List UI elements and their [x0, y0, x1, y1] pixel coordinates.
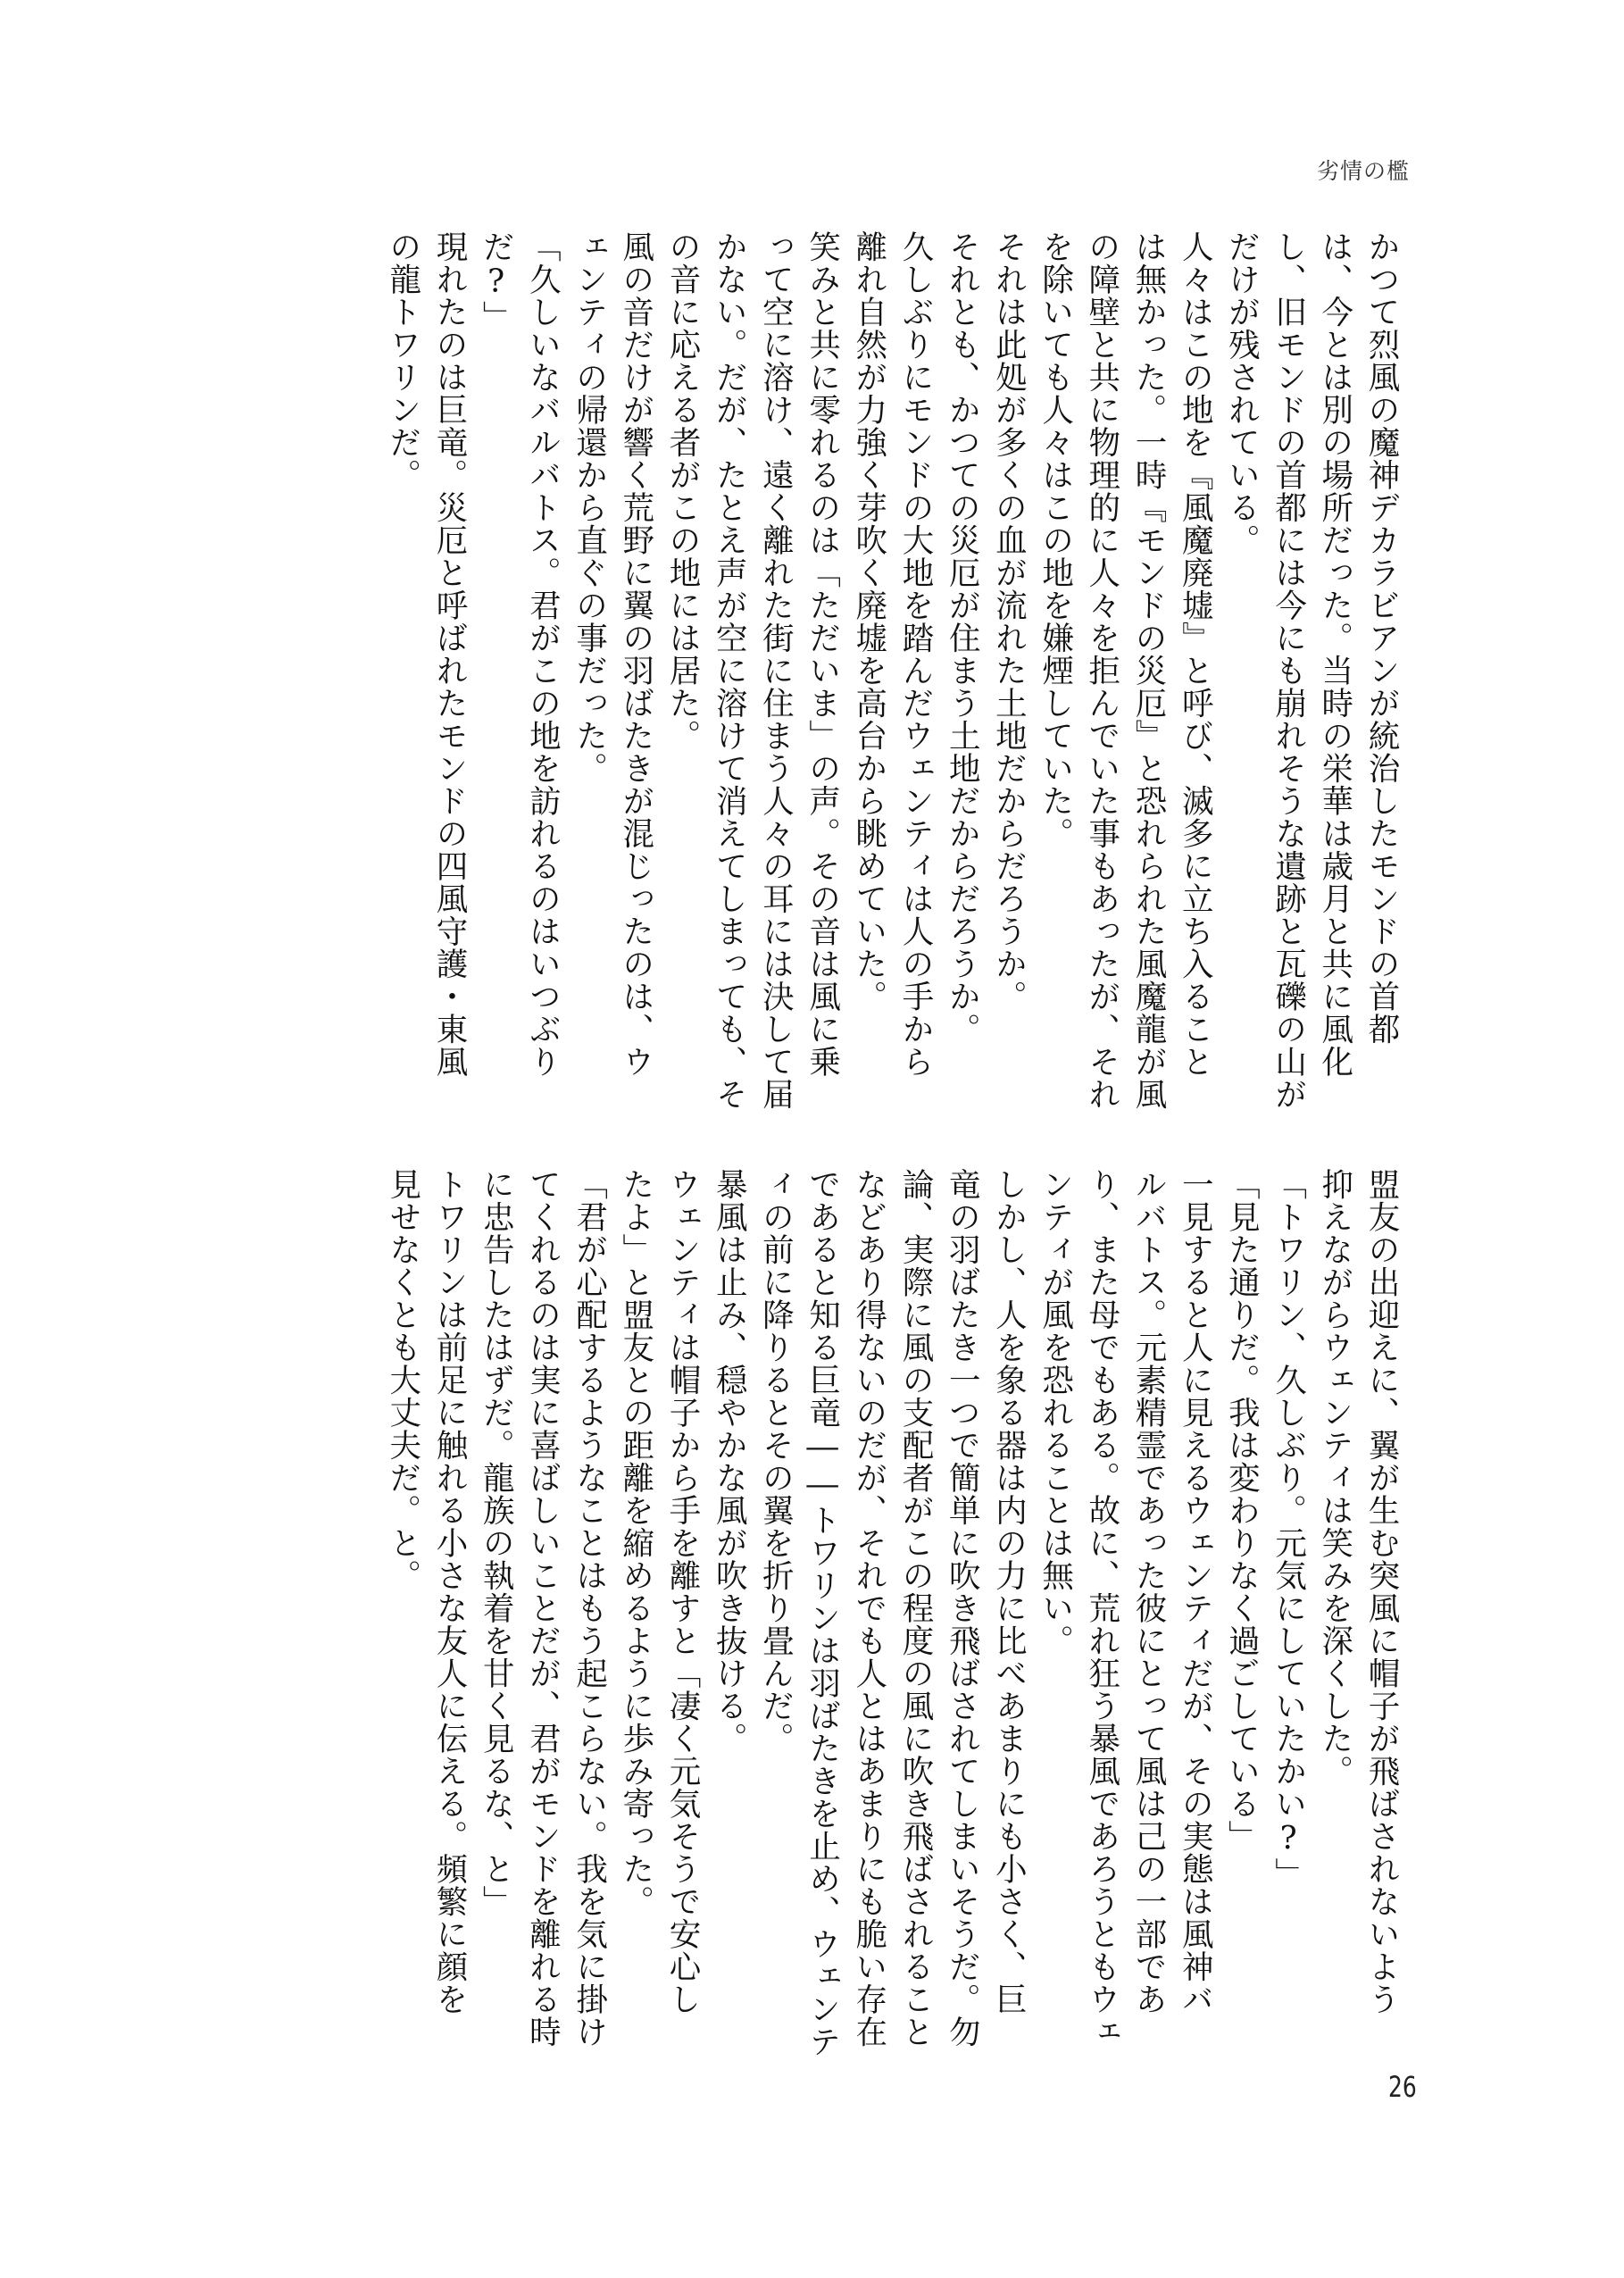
text-line: 「トワリン、久しぶり。元気にしていたかい?」 — [1270, 1168, 1307, 1890]
text-line: 盟友の出迎えに、翼が生む突風に帽子が飛ばされないよう — [1363, 1168, 1400, 2015]
text-line: それとも、かつての災厄が住まう土地だからだろうか。 — [944, 230, 981, 1046]
text-line: ンティが風を恐れることは無い。 — [1037, 1168, 1074, 1657]
text-line: 「見た通りだ。我は変わりなく過ごしている」 — [1223, 1168, 1261, 1853]
text-line: り、また母でもある。故に、荒れ狂う暴風であろうともウェ — [1083, 1168, 1120, 2049]
text-line: 人々はこの地を『風魔廃墟』と呼び、滅多に立ち入ること — [1177, 230, 1214, 1078]
text-line: だ?」 — [478, 230, 515, 333]
text-line: って空に溶け、遠く離れた街に住まう人々の耳には決して届 — [757, 230, 795, 1111]
text-line: ウェンティは帽子から手を離すと「凄く元気そうで安心し — [664, 1168, 701, 2015]
text-line: の音に応える者がこの地には居た。 — [664, 230, 701, 752]
text-line: 現れたのは巨竜。災厄と呼ばれたモンドの四風守護・東風 — [431, 230, 468, 1078]
text-line: の龍トワリンだ。 — [384, 230, 421, 491]
text-line: ルバトス。元素精霊であった彼にとって風は己の一部であ — [1130, 1168, 1167, 2015]
text-line: 風の音だけが響く荒野に翼の羽ばたきが混じったのは、ウ — [617, 230, 654, 1078]
text-line: 抑えながらウェンティは笑みを深くした。 — [1316, 1168, 1353, 1788]
text-line: に忠告したはずだ。龍族の執着を甘く見るな、と」 — [478, 1168, 515, 1918]
text-line: 一見すると人に見えるウェンティだが、その実態は風神バ — [1177, 1168, 1214, 2015]
text-line: し、旧モンドの首都には今にも崩れそうな遺跡と瓦礫の山が — [1270, 230, 1307, 1111]
text-line: は無かった。一時『モンドの災厄』と恐れられた風魔龍が風 — [1130, 230, 1167, 1111]
text-line: 論、実際に風の支配者がこの程度の風に吹き飛ばされること — [897, 1168, 934, 2049]
text-line: 離れ自然が力強く芽吹く廃墟を高台から眺めていた。 — [850, 230, 887, 1013]
text-line: ィの前に降りるとその翼を折り畳んだ。 — [757, 1168, 795, 1755]
text-line: てくれるのは実に喜ばしいことだが、君がモンドを離れる時 — [524, 1168, 562, 2049]
text-line: 竜の羽ばたき一つで簡単に吹き飛ばされてしまいそうだ。勿 — [944, 1168, 981, 2049]
text-line: などあり得ないのだが、それでも人とはあまりにも脆い存在 — [850, 1168, 887, 2049]
text-line: かない。だが、たとえ声が空に溶けて消えてしまっても、そ — [711, 230, 748, 1111]
text-line: それは此処が多くの血が流れた土地だからだろうか。 — [990, 230, 1028, 1013]
text-line: 「久しいなバルバトス。君がこの地を訪れるのはいつぶり — [524, 230, 562, 1078]
text-line: 「君が心配するようなことはもう起こらない。我を気に掛け — [570, 1168, 608, 2049]
text-line: かつて烈風の魔神デカラビアンが統治したモンドの首都 — [1363, 230, 1400, 1046]
running-head: 劣情の檻 — [1316, 158, 1410, 184]
text-line: は、今とは別の場所だった。当時の栄華は歳月と共に風化 — [1316, 230, 1353, 1078]
text-line: ェンティの帰還から直ぐの事だった。 — [570, 230, 608, 785]
text-line: を除いても人々はこの地を嫌煙していた。 — [1037, 230, 1074, 850]
text-line: だけが残されている。 — [1223, 230, 1261, 556]
text-block-top — [0, 230, 1624, 1114]
text-line: 笑みと共に零れるのは「ただいま」の声。その音は風に乗 — [804, 230, 841, 1078]
text-line: であると知る巨竜――トワリンは羽ばたきを止め、ウェンテ — [804, 1168, 841, 2058]
text-line: 久しぶりにモンドの大地を踏んだウェンティは人の手から — [897, 230, 934, 1078]
text-line: トワリンは前足に触れる小さな友人に伝える。頻繁に顔を — [431, 1168, 468, 2015]
text-block-bottom — [0, 1168, 1624, 2061]
text-line: たよ」と盟友との距離を縮めるように歩み寄った。 — [617, 1168, 654, 1918]
text-line: の障壁と共に物理的に人々を拒んでいた事もあったが、それ — [1083, 230, 1120, 1111]
page-number: 26 — [1388, 2070, 1417, 2104]
text-line: 暴風は止み、穏やかな風が吹き抜ける。 — [711, 1168, 748, 1755]
text-line: しかし、人を象る器は内の力に比べあまりにも小さく、巨 — [990, 1168, 1028, 2015]
text-line: 見せなくとも大丈夫だ。と。 — [384, 1168, 421, 1592]
